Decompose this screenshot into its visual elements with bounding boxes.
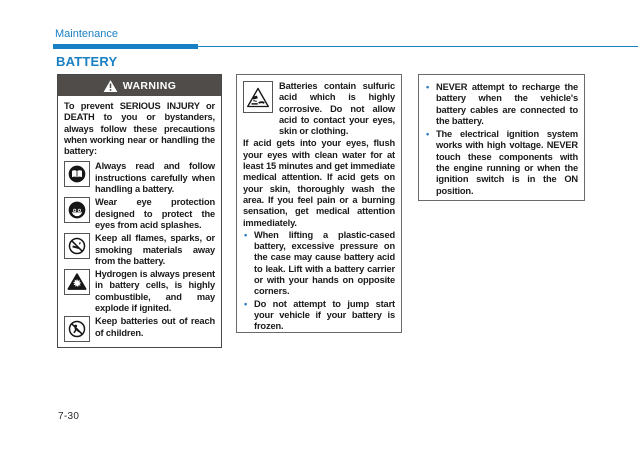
warning-item — [64, 233, 215, 267]
warning-item-text: Hydrogen is always present in battery cells, is highly combustible, and may explode if ignited. — [95, 269, 215, 314]
acid-bullet-item — [243, 299, 395, 333]
acid-bullet-item — [243, 230, 395, 298]
page-title: BATTERY — [56, 54, 118, 69]
warning-triangle-icon — [103, 79, 118, 93]
bullet-icon: • — [244, 229, 248, 240]
bullet-icon: • — [244, 298, 248, 309]
never-bullet-item — [425, 129, 578, 197]
bullet-icon: • — [426, 129, 430, 140]
page-number: 7-30 — [58, 411, 80, 422]
section-label: Maintenance — [55, 28, 118, 40]
header-rule-thick — [53, 44, 198, 49]
never-bullet-text: NEVER attempt to recharge the battery when the vehicle's battery cables are connected to the battery. — [436, 82, 578, 126]
warning-box — [57, 74, 222, 348]
warning-label: WARNING — [122, 79, 177, 92]
acid-paragraph: If acid gets into your eyes, flush your eyes with clean water for at least 15 minutes and get immediate medical attention. If acid gets on your skin, thoroughly wash the area. If you feel pain or a burning sensation, get medical attention immediately. — [243, 138, 395, 228]
warning-item-text: Keep batteries out of reach of children. — [95, 316, 215, 338]
warning-item — [64, 316, 215, 342]
warning-item — [64, 269, 215, 314]
acid-bullet-text: When lifting a plastic-cased battery, excessive pressure on the case may cause battery acid to leak. Lift with a battery carrier or with your hands on opposite corners. — [254, 229, 395, 297]
keep-away-children-icon — [64, 316, 90, 342]
read-instructions-icon — [64, 161, 90, 187]
warning-item-text: Always read and follow instructions carefully when handling a battery. — [95, 161, 215, 195]
warning-item-text: Wear eye protection designed to protect the eyes from acid splashes. — [95, 197, 215, 230]
no-flames-icon — [64, 233, 90, 259]
never-bullet-item — [425, 82, 578, 127]
never-bullet-text: The electrical ignition system works with high voltage. NEVER touch these components with the engine running or when the ignition switch is in the ON position. — [436, 129, 578, 196]
acid-warning-box — [236, 74, 402, 333]
bullet-icon: • — [426, 82, 430, 92]
warning-box-header — [58, 75, 221, 96]
never-box — [418, 74, 585, 201]
explosion-hazard-icon — [64, 269, 90, 295]
header-rule-thin — [198, 46, 638, 47]
acid-bullet-text: Do not attempt to jump start your vehicle if your battery is frozen. — [254, 298, 395, 332]
warning-item-text: Keep all flames, sparks, or smoking materials away from the battery. — [95, 233, 215, 266]
warning-item — [64, 197, 215, 231]
warning-item — [64, 161, 215, 195]
acid-lead-text: Batteries contain sulfuric acid which is highly corrosive. Do not allow acid to contact your eyes, skin or clothing. — [279, 81, 395, 137]
corrosive-acid-icon — [243, 81, 273, 113]
warning-intro-text: To prevent SERIOUS INJURY or DEATH to you or bystanders, always follow these precautions when working near or handling the battery: — [64, 101, 215, 157]
eye-protection-icon — [64, 197, 90, 223]
